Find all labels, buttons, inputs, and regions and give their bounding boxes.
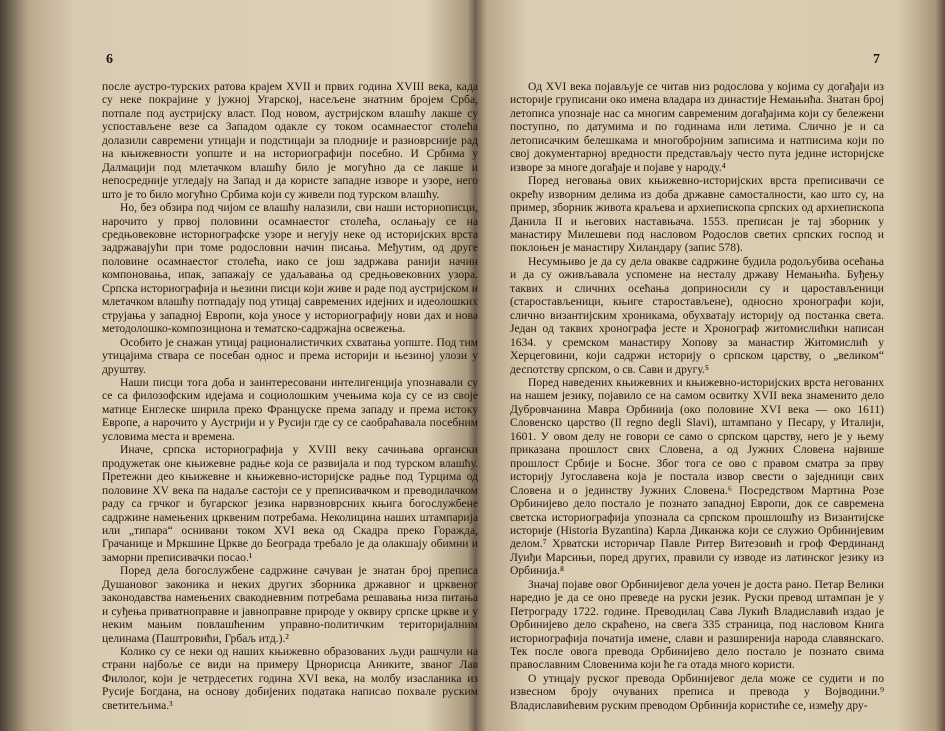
paragraph: Наши писци тога доба и заинтересовани интелигенција упознавали су се са филозофским идејама и социолошким учењима која су се из своје матице Енглеске ширила преко Француске према западу и према истоку Европе, а нарочито у Аустрији и у Русији где су се саобраћавала посебним условима места и времена. bbox=[102, 375, 478, 443]
paragraph: Особито је снажан утицај рационалистичких схватања уопште. Под тим утицајима ствара се посебан однос и према историји и њезиној улози у друштву. bbox=[102, 335, 478, 376]
right-page bbox=[502, 0, 912, 731]
paragraph: Од XVI века појављује се читав низ родослова у којима су догађаји из историје груписани око имена владара из династије Немањића. Знатан број летописа упознаје нас са многим савременим догађајима који су бележени поступно, по датумима и по годинама или летима. Слично је и са летописачким белешкама и многобројним записима и натписима који по свој документарној вредности представљају често пута једине историјске изворе за многе догађаје и појаве у народу.⁴ bbox=[510, 80, 884, 174]
paragraph: Поред наведених књижевних и књижевно-историјских врста негованих на нашем језику, појавило се на самом освитку XVII века знаменито дело Дубровчанина Мавра Орбинија (око половине XVI века — око 1611) Словенско царство (Il regno degli Slavi), штампано у Песару, у Италији, 1601. У овом делу не говори се само о српском царству, него је у њему приказана прошлост свих Словена, а од Јужних Словена највише прошлост Србије и Босне. Због тога се ово с правом сматра за прву историју Југославена која је постала извор свести о заједници свих Словена и о јединству Јужних Словена.⁶ Посредством Мартина Розе Орбинијево дело постало је познато западној Европи, док се савремена светска историографија упознала са српском прошлошћу из Византијске историје (Historia Byzantina) Карла Диканжа који се служио Орбинијевим делом.⁷ Хрватски историчар Павле Ритер Витезовић и гроф Фердинанд Луиђи Марсињи, поред других, правили су изводе из латинског језику из Орбинија.⁸ bbox=[510, 375, 884, 578]
paragraph: Поред неговања ових књижевно-историјских врста преписивачи се окрећу изворним делима из доба државне самосталности, као што су, на пример, зборник живота краљева и архиепископа српских од архиепископа Данила II и његових наставњача. 1553. преписан је тај зборник у манастиру Милешеви под насловом Родослов светих српских господ и поклоњен је манастиру Хиландару (запис 578). bbox=[510, 174, 884, 255]
paragraph: Несумњиво је да су дела овакве садржине будила родољубива осећања и да су оживљавала успомене на несталу државу Немањића. Буђењу таквих и сличних осећања доприносили су и царостављеници (старостављеници, књиге старостављене), односно хронографи који, слично византијским хроникама, обухватају историју од постанка света. Један од таквих хронографа јесте и Хронограф житомислићки написан 1634. у сремском манастиру Хопову за манастир Житомислић у Херцеговини, који садржи историју о српском царству, о „великом“ деспотству српском, о св. Сави и другу.⁵ bbox=[510, 254, 884, 376]
paragraph: Иначе, српска историографија у XVIII веку сачињава органски продужетак оне књижевне радње која се развијала и под турском влашћу. Претежни део књижевне и књижевно-историјске радње под Турцима од половине XV века па надаље састоји се у преписивачком и преводилачком раду са грчког и бугарског језика нарвзноврсних књига богослужбене садржине намењених црквеним потребама. Неколицина наших штампарија или „типара“ оснивани током XVI века од Скадра преко Горажда, Грачанице и Мркшине Цркве до Београда требало је да олакшају обимни и заморни преписивачки посао.¹ bbox=[102, 443, 478, 564]
paragraph: Но, без обзира под чијом се влашћу налазили, сви наши историописци, нарочито у првој половини осамнаестог столећа, ослањају се на средњовековне историографске узоре и негују неке од историјских врста задржавајући при томе родословни начин писања. Међутим, од друге половине осамнаестог столећа, иако се још задржава ранији начин компоновања, ипак, запажају се удаљавања од средњовековних узора. Српска историографија и њезини писци који живе и раде под аустријском и млетачком влашћу потпадају под утицај савремених идејних и идеолошких струјања у западној Европи, која уносе у историографију нови дах и нова методолошко-композициона и тематско-садржајна освежења. bbox=[102, 201, 478, 336]
page-number-right: 7 bbox=[873, 52, 880, 67]
right-page-text bbox=[510, 80, 884, 712]
paragraph: Значај појаве овог Орбинијевог дела уочен је доста рано. Петар Велики наредио је да се оно преведе на руски језик. Руски превод штампан је у Петрограду 1722. године. Преводилац Сава Лукић Владиславић издао је Орбинијево дело скраћено, на свега 335 страница, под насловом Книга историографија початија имене, слави и разширенија народа славянскаго. Тек после овога превода Орбинијево дело постало је познато свима православним Словенима који ће га отада много користи. bbox=[510, 577, 884, 672]
left-page bbox=[62, 0, 482, 731]
paragraph: после аустро-турских ратова крајем XVII и првих година XVIII века, када су неке покрајине у јужној Угарској, насељене знатним бројем Срба, потпале под аустријску власт. Под новом, аустријском влашћу лакше су успостављене везе са Западом одакле су током осамнаестог столећа долазили савремени утицаји и подстицаји за плодније и разноврсније рад на књижевности уопште и на историографији посебно. И Србима у Далмацији под млетачком влашћу било је могућно да се лакше и непосредније угледају на Запад и да користе западне изворе и узоре, него што је то било могућно Србима који су живели под турском влашћу. bbox=[102, 80, 478, 201]
paragraph: О утицају руског превода Орбинијевог дела може се судити и по извесном броју очуваних преписа и превода у Војводини.⁹ Владиславићевим руским преводом Орбинија користиће се, између дру- bbox=[510, 671, 884, 712]
paragraph: Колико су се неки од наших књижевно образованих људи рашчули на страни најбоље се види на примеру Црнорисца Аниките, званог Лав Филолог, који је четрдесетих година XVI века, на молбу изасланика из Русије Богдана, на основу добијених података написао похвале руским светитељима.³ bbox=[102, 645, 478, 712]
paragraph: Поред дела богослужбене садржине сачуван је знатан број преписа Душановог законика и неких других зборника државног и црквеног законодавства намењених свакодневним потребама решавања низа питања и суђења приватноправне и јавноправне природе у оквиру српске цркве и у неким мањим повлашћеним управно-политичким територијалним целинама (Паштровићи, Грбаљ итд.).² bbox=[102, 564, 478, 645]
left-page-text bbox=[102, 80, 478, 712]
page-number-left: 6 bbox=[106, 52, 113, 67]
